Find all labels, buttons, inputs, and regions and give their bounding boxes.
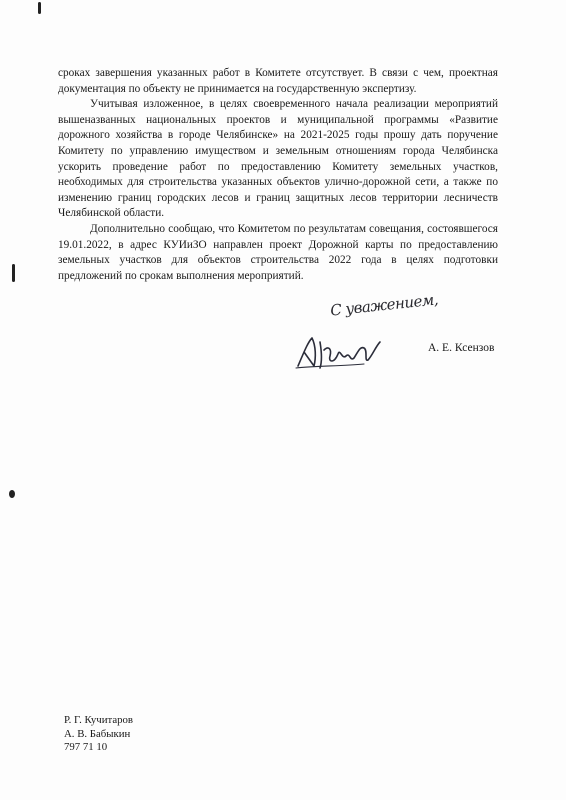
scan-mark <box>38 2 41 14</box>
signature-image <box>294 332 386 372</box>
handwritten-closing: С уважением, <box>329 290 439 320</box>
scan-mark <box>12 264 15 282</box>
signer-name: А. Е. Ксензов <box>428 342 495 354</box>
executors-block <box>64 714 133 755</box>
executor-name: Р. Г. Кучитаров <box>64 714 134 726</box>
paragraph-2: Учитывая изложенное, в целях своевременного начала реализации мероприятий вышеназванных национальных проектов и муниципальной программы «Развитие дорожного хозяйства в городе Челябинске» на 2021-2025 годы прошу дать поручение Комитету по управлению имуществом и земельным отношениям города Челябинска ускорить проведение работ по предоставлению Комитету земельных участков, необходимых для строительства указанных объектов улично-дорожной сети, а также по изменению границ городских лесов и границ защитных лесов территории лесничеств Челябинской области. <box>58 98 498 220</box>
paragraph-3: Дополнительно сообщаю, что Комитетом по результатам совещания, состоявшегося 19.01.2022, в адрес КУИиЗО направлен проект Дорожной карты по предоставлению земельных участков для объектов строительства 2022 года в целях подготовки предложений по срокам выполнения мероприятий. <box>58 222 498 282</box>
paragraph-1: сроках завершения указанных работ в Комитете отсутствует. В связи с чем, проектная документация по объекту не принимается на государственную экспертизу. <box>58 67 498 95</box>
scan-mark <box>9 490 15 498</box>
executor-name: А. В. Бабыкин <box>64 727 131 740</box>
letter-body <box>58 66 498 284</box>
executor-phone: 797 71 10 <box>64 741 108 753</box>
